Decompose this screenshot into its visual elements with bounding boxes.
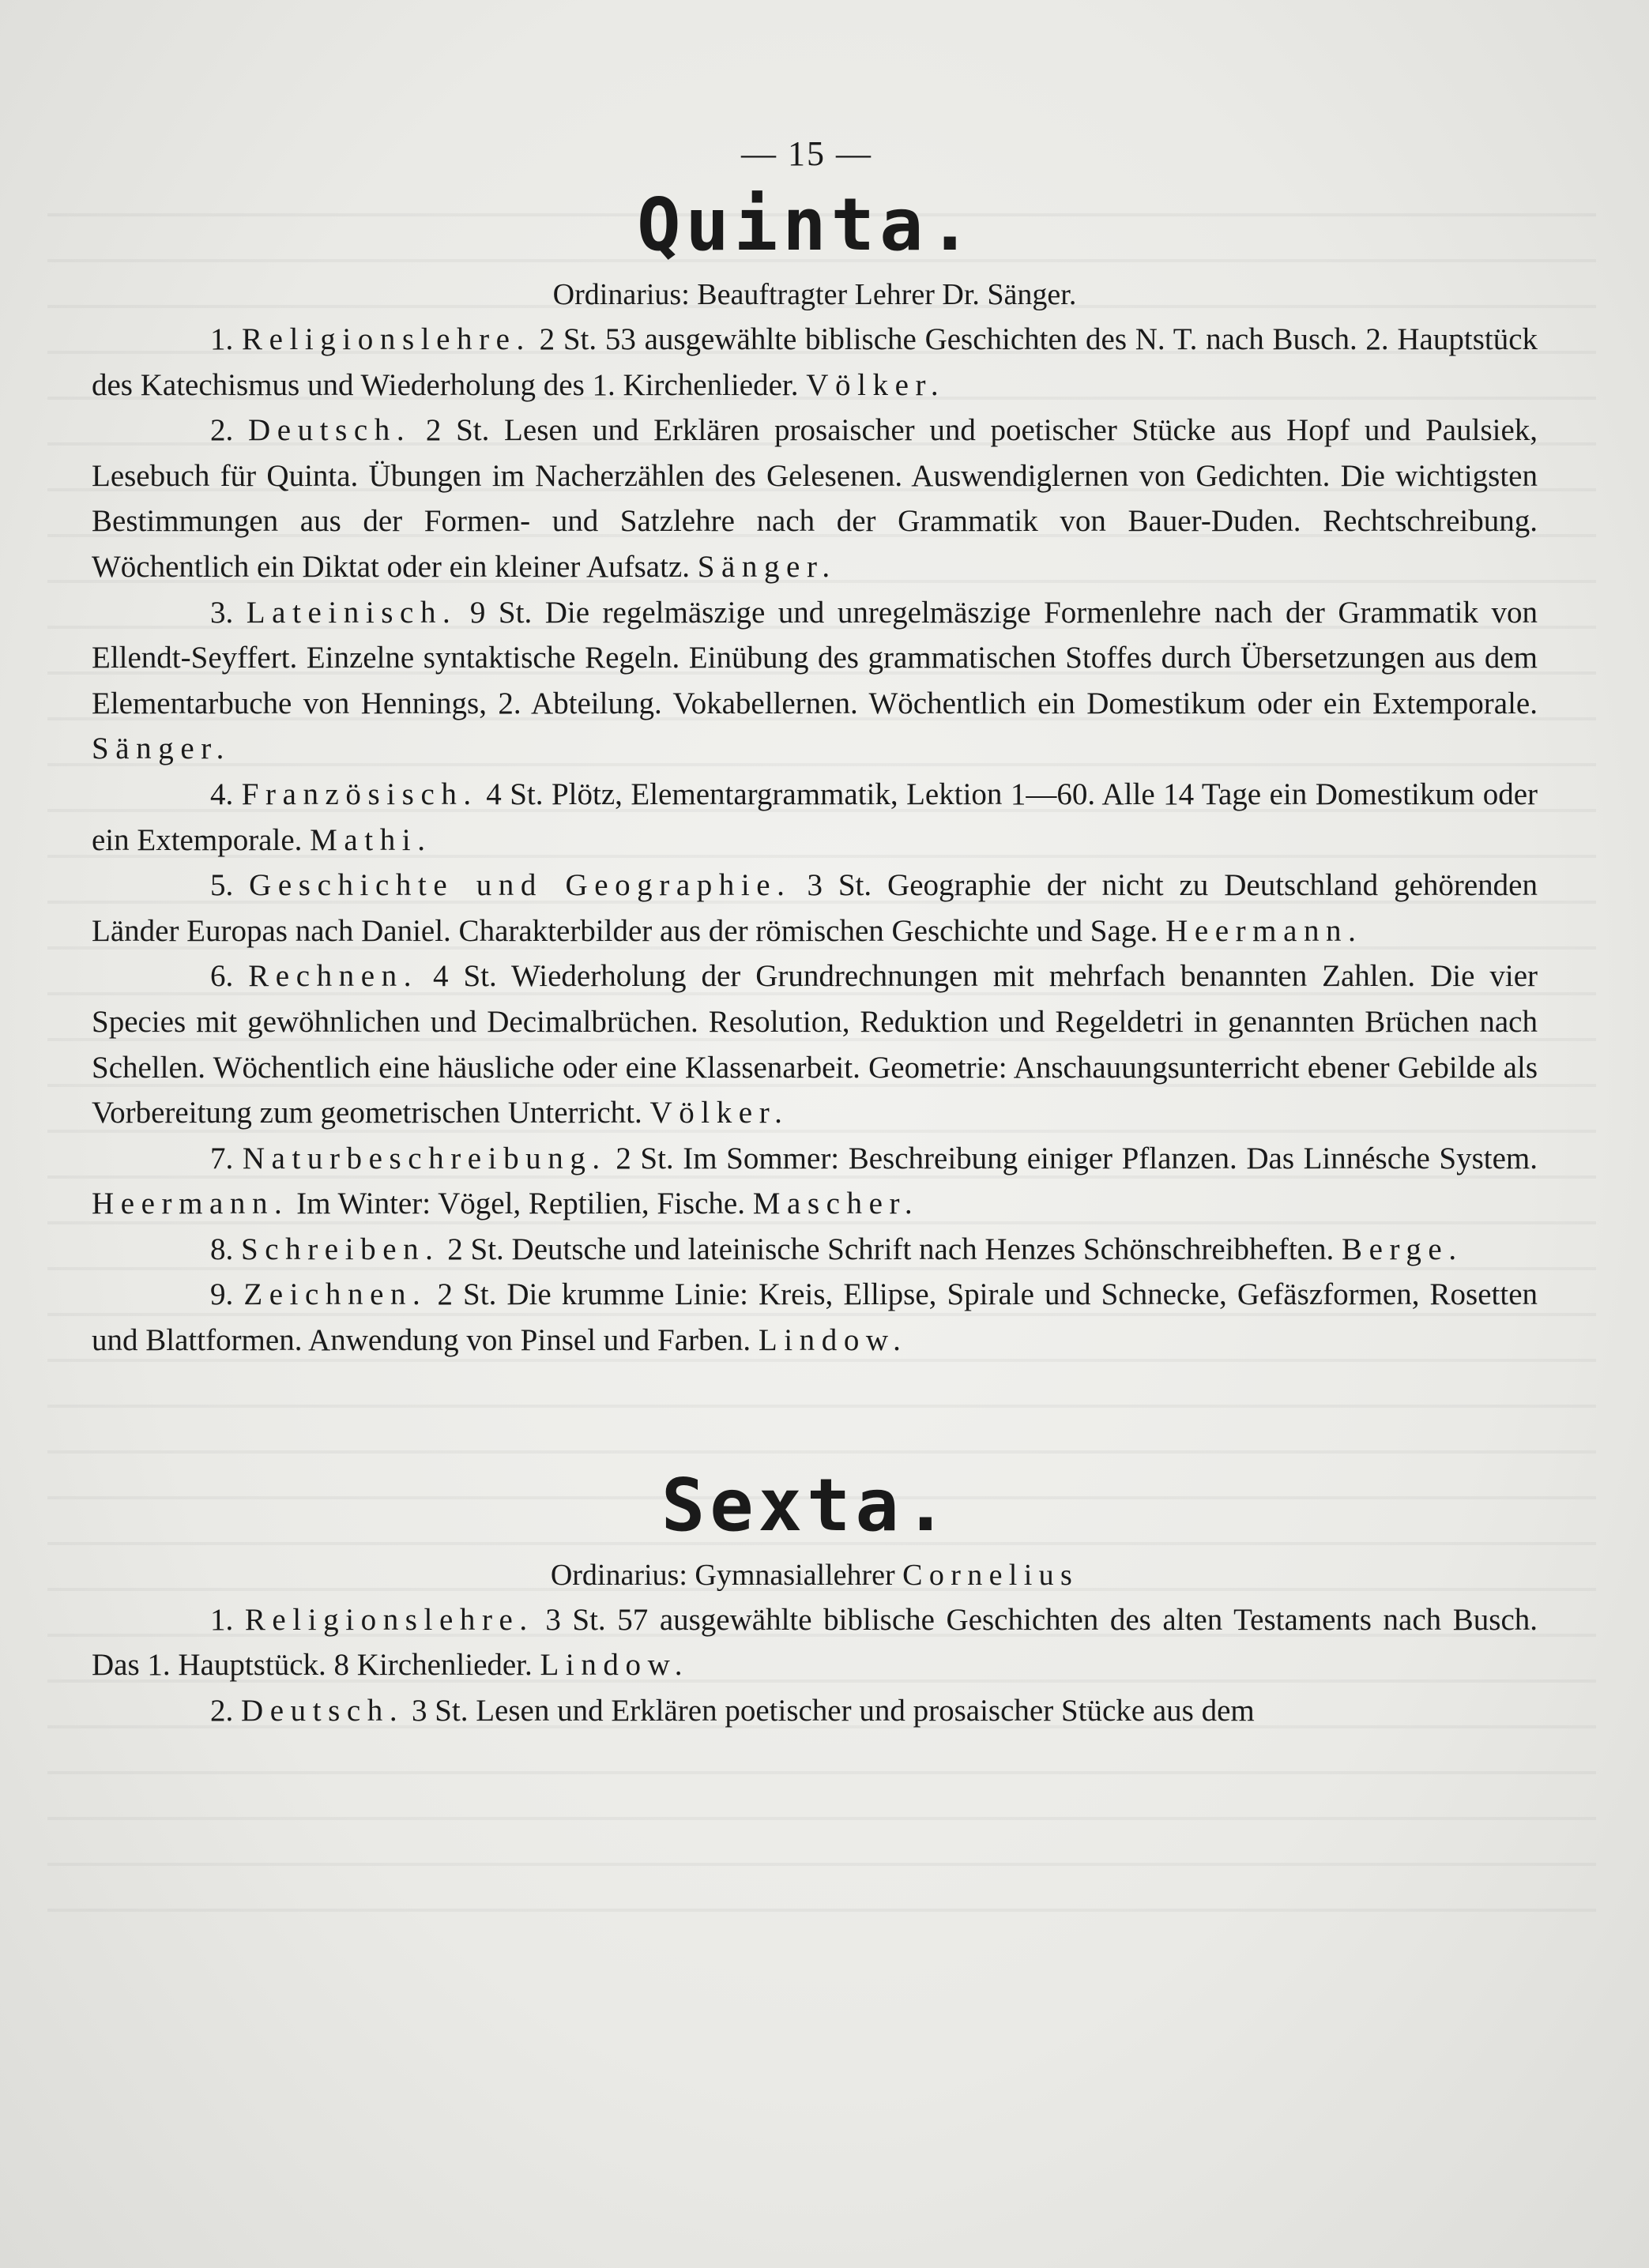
item-text: 4 St. Plötz, Elementargrammatik, Lektion 1—60. Alle 14 Tage ein Domestikum oder ein Extemporale.: [92, 777, 1538, 857]
quinta-item-naturbeschreibung: [92, 1136, 1538, 1227]
sexta-item-religion: [92, 1597, 1538, 1688]
quinta-item-geschichte: [92, 863, 1538, 953]
item-subject: Lateinisch.: [246, 595, 457, 630]
item-teacher: Lindow.: [758, 1323, 908, 1358]
section-title-quinta: Quinta.: [637, 182, 977, 267]
item-subject: Rechnen.: [248, 959, 419, 994]
item-number: 2.: [210, 1693, 234, 1728]
item-text-2: Im Winter: Vögel, Reptilien, Fische.: [296, 1187, 745, 1221]
item-text: 3 St. 57 ausgewählte biblische Geschichten des alten Testaments nach Busch. Das 1. Hauptstück. 8 Kirchenlieder.: [92, 1602, 1538, 1683]
item-subject: Naturbeschreibung.: [242, 1141, 607, 1175]
quinta-item-zeichnen: [92, 1272, 1538, 1363]
page-content: [92, 130, 1538, 1733]
quinta-item-franzoesisch: [92, 772, 1538, 863]
page-number: — 15 —: [741, 134, 872, 173]
item-text: 3 St. Geographie der nicht zu Deutschland gehörenden Länder Europas nach Daniel. Charakterbilder aus der römischen Geschichte und Sage.: [92, 868, 1538, 948]
item-number: 1.: [210, 1602, 234, 1637]
item-teacher: Sänger.: [697, 549, 837, 584]
item-subject: Religionslehre.: [244, 1602, 534, 1637]
item-subject: Deutsch.: [247, 413, 412, 448]
item-number: 8.: [210, 1232, 234, 1266]
quinta-item-schreiben: [92, 1227, 1538, 1273]
sexta-item-deutsch: [92, 1688, 1538, 1734]
item-text: 2 St. Lesen und Erklären prosaischer und poetischer Stücke aus Hopf und Paulsiek, Lesebuch für Quinta. Übungen im Nacherzählen des Gelesenen. Auswendiglernen von Gedichten. Die wichtigsten Bestimmungen aus der Formen- und Satzlehre nach der Grammatik von Bauer-Duden. Rechtschreibung. Wöchentlich ein Diktat oder ein kleiner Aufsatz.: [92, 413, 1538, 584]
item-text: 9 St. Die regelmäszige und unregelmäszige Formenlehre nach der Grammatik von Ellendt-Seyffert. Einzelne syntaktische Regeln. Einübung des grammatischen Stoffes durch Übersetzungen aus dem Elementarbuche von Hennings, 2. Abteilung. Vokabellernen. Wöchentlich ein Domestikum oder ein Extemporale.: [92, 595, 1538, 720]
item-text: 2 St. Im Sommer: Beschreibung einiger Pflanzen. Das Linnésche System.: [616, 1141, 1538, 1175]
item-text: 3 St. Lesen und Erklären poetischer und prosaischer Stücke aus dem: [411, 1693, 1255, 1728]
item-number: 1.: [210, 322, 234, 356]
item-text: 2 St. 53 ausgewählte biblische Geschichten des N. T. nach Busch. 2. Hauptstück des Katechismus und Wiederholung des 1. Kirchenlieder.: [92, 322, 1538, 402]
item-teacher: Völker.: [649, 1096, 789, 1130]
ordinarius-quinta: Ordinarius: Beauftragter Lehrer Dr. Sänger.: [552, 278, 1077, 311]
item-number: 7.: [210, 1141, 234, 1175]
quinta-item-deutsch: [92, 408, 1538, 589]
quinta-item-latein: [92, 590, 1538, 772]
ordinarius-sexta: [92, 1553, 1538, 1597]
item-text: 2 St. Deutsche und lateinische Schrift nach Henzes Schönschreibheften.: [447, 1232, 1335, 1266]
ordinarius-name: Cornelius: [902, 1558, 1079, 1592]
item-subject: Geschichte und Geographie.: [249, 868, 792, 903]
item-subject: Deutsch.: [241, 1693, 405, 1728]
item-text: 2 St. Die krumme Linie: Kreis, Ellipse, Spirale und Schnecke, Gefäszformen, Rosetten und Blattformen. Anwendung von Pinsel und Farben.: [92, 1277, 1538, 1358]
item-teacher: Heermann.: [92, 1187, 289, 1221]
item-number: 6.: [210, 959, 234, 994]
item-subject: Französisch.: [241, 777, 478, 811]
ordinarius-prefix: Ordinarius: Gymnasiallehrer: [550, 1558, 895, 1592]
item-number: 2.: [210, 413, 234, 448]
item-teacher: Heermann.: [1165, 913, 1363, 948]
item-teacher: Lindow.: [540, 1648, 690, 1683]
section-spacer: [92, 1363, 1538, 1458]
item-teacher: Berge.: [1342, 1232, 1463, 1266]
item-teacher-2: Mascher.: [752, 1187, 920, 1221]
section-title-sexta: Sexta.: [661, 1462, 953, 1548]
item-subject: Religionslehre.: [241, 322, 531, 356]
item-teacher: Sänger.: [92, 732, 231, 766]
item-teacher: Völker.: [806, 367, 946, 402]
item-teacher: Mathi.: [310, 822, 432, 857]
item-number: 9.: [210, 1277, 234, 1312]
item-number: 5.: [210, 868, 234, 903]
item-subject: Zeichnen.: [243, 1277, 427, 1312]
quinta-item-rechnen: [92, 953, 1538, 1135]
item-number: 3.: [210, 595, 234, 630]
item-text: 4 St. Wiederholung der Grundrechnungen mit mehrfach benannten Zahlen. Die vier Species mit gewöhnlichen und Decimalbrüchen. Resolution, Reduktion und Regeldetri in genannten Brüchen nach Schellen. Wöchentlich eine häusliche oder eine Klassenarbeit. Geometrie: Anschauungsunterricht ebener Gebilde als Vorbereitung zum geometrischen Unterricht.: [92, 959, 1538, 1130]
item-subject: Schreiben.: [241, 1232, 440, 1266]
quinta-item-religion: [92, 317, 1538, 408]
item-number: 4.: [210, 777, 234, 811]
